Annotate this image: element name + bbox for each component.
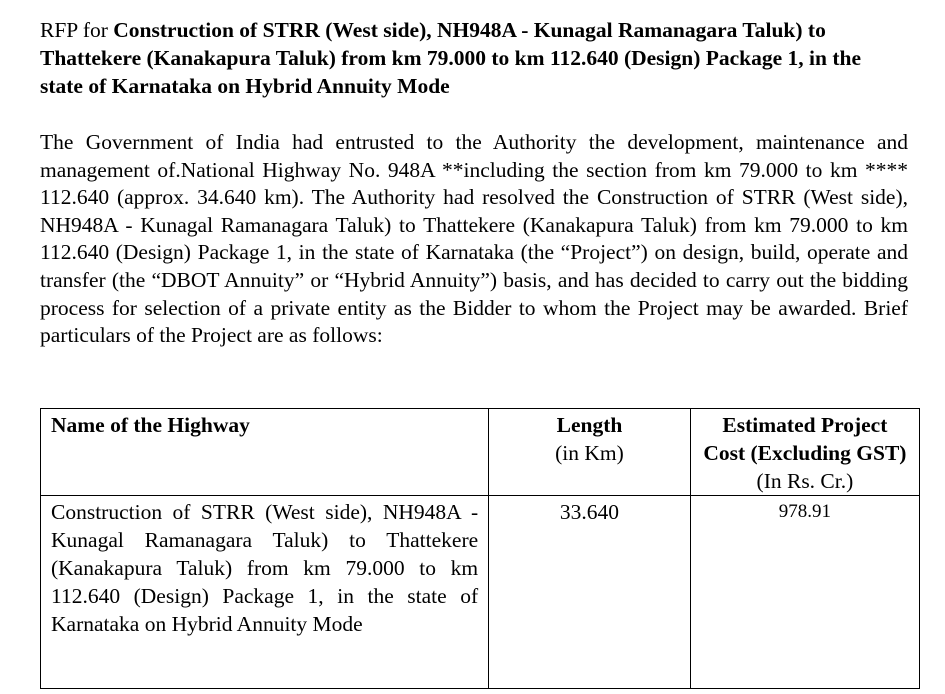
table-header-row: [41, 409, 920, 496]
header-cost-label: Estimated Project Cost (Excluding GST): [703, 413, 907, 465]
heading-prefix: RFP for: [40, 18, 114, 42]
table-row: [41, 496, 920, 689]
project-table: [40, 408, 920, 689]
intro-paragraph: The Government of India had entrusted to the Authority the development, maintenance and management of.National Highway No. 948A **including the section from km 79.000 to km **** 112.640 (approx. 34.640 km). The Authority had resolved the Construction of STRR (West side), NH948A - Kunagal Ramanagara Taluk) to Thattekere (Kanakapura Taluk) from km 79.000 to km 112.640 (Design) Package 1, in the state of Karnataka (the “Project”) on design, build, operate and transfer (the “DBOT Annuity” or “Hybrid Annuity”) basis, and has decided to carry out the bidding process for selection of a private entity as the Bidder to whom the Project may be awarded. Brief particulars of the Project are as follows:: [40, 130, 908, 348]
cell-length: 33.640: [489, 496, 691, 689]
cell-cost: 978.91: [690, 496, 919, 689]
header-length-unit: (in Km): [555, 441, 624, 465]
header-cost-unit: (In Rs. Cr.): [756, 469, 854, 493]
header-length: [489, 409, 691, 496]
header-length-label: Length: [556, 413, 623, 437]
header-cost: [690, 409, 919, 496]
cell-highway-name: Construction of STRR (West side), NH948A - Kunagal Ramanagara Taluk) to Thattekere (Kanakapura Taluk) from km 79.000 to km 112.640 (Design) Package 1, in the state of Karnataka on Hybrid Annuity Mode: [41, 496, 489, 689]
header-highway-name-label: Name of the Highway: [51, 413, 250, 437]
document-heading: [40, 16, 908, 100]
heading-title: Construction of STRR (West side), NH948A - Kunagal Ramanagara Taluk) to Thattekere (Kanakapura Taluk) from km 79.000 to km 112.640 (Design) Package 1, in the state of Karnataka on Hybrid Annuity Mode: [40, 18, 862, 98]
header-highway-name: [41, 409, 489, 496]
